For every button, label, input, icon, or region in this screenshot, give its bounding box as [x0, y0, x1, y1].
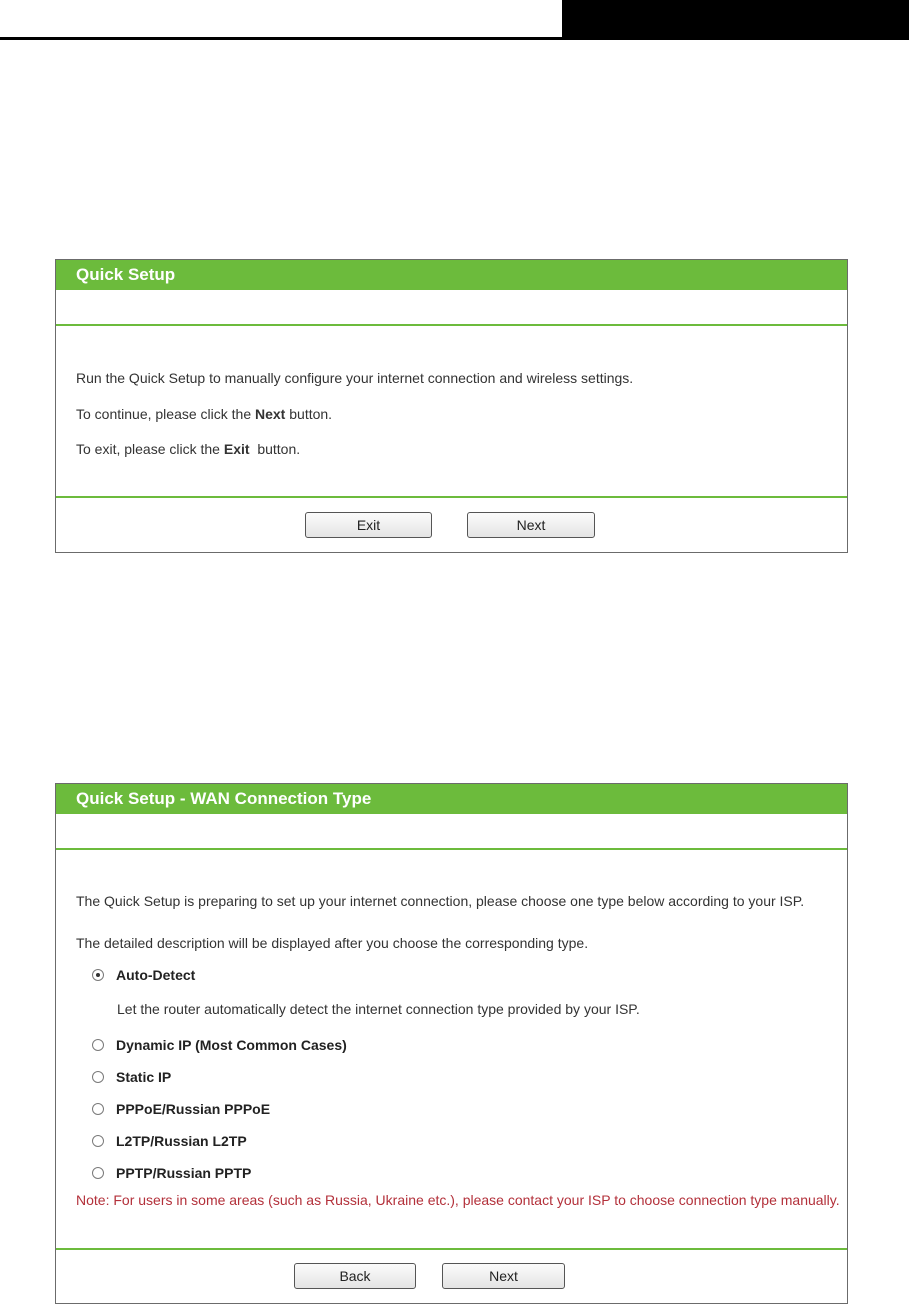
option-label: PPPoE/Russian PPPoE [116, 1101, 271, 1117]
intro-text: The Quick Setup is preparing to set up your internet connection, please choose one type below according to your ISP. [76, 893, 805, 909]
option-l2tp[interactable] [92, 1131, 247, 1151]
auto-detect-description: Let the router automatically detect the internet connection type provided by your ISP. [117, 1001, 640, 1017]
option-label: Auto-Detect [116, 967, 196, 983]
next-button[interactable]: Next [442, 1263, 565, 1289]
panel-footer [56, 496, 847, 552]
radio-icon[interactable] [92, 1071, 104, 1083]
radio-icon[interactable] [92, 1103, 104, 1115]
option-label: L2TP/Russian L2TP [116, 1133, 247, 1149]
radio-selected-icon[interactable] [92, 969, 104, 981]
radio-icon[interactable] [92, 1039, 104, 1051]
detail-text: The detailed description will be displayed after you choose the corresponding type. [76, 935, 589, 951]
continue-text-pre: To continue, please click the [76, 406, 255, 422]
quick-setup-panel [55, 259, 848, 553]
header-rule [0, 37, 909, 40]
exit-text [76, 441, 300, 457]
continue-text [76, 406, 332, 422]
panel-footer [56, 1248, 847, 1303]
option-label: PPTP/Russian PPTP [116, 1165, 252, 1181]
radio-icon[interactable] [92, 1167, 104, 1179]
next-button[interactable]: Next [467, 512, 595, 538]
panel-divider [56, 814, 847, 850]
radio-icon[interactable] [92, 1135, 104, 1147]
exit-text-bold: Exit [223, 441, 250, 457]
panel-title: Quick Setup - WAN Connection Type [56, 784, 847, 814]
back-button[interactable]: Back [294, 1263, 416, 1289]
continue-text-bold: Next [255, 406, 286, 422]
note-text: Note: For users in some areas (such as Russia, Ukraine etc.), please contact your ISP to choose connection type manually. [76, 1192, 840, 1208]
header-box [562, 0, 909, 37]
wan-connection-type-panel [55, 783, 848, 1304]
continue-text-post: button. [285, 406, 333, 422]
option-static-ip[interactable] [92, 1067, 171, 1087]
exit-text-post: button. [249, 441, 301, 457]
option-dynamic-ip[interactable] [92, 1035, 347, 1055]
intro-text: Run the Quick Setup to manually configure your internet connection and wireless settings. [76, 370, 634, 386]
exit-button[interactable]: Exit [305, 512, 432, 538]
option-auto-detect[interactable] [92, 965, 195, 985]
panel-title: Quick Setup [56, 260, 847, 290]
option-label: Dynamic IP (Most Common Cases) [116, 1037, 347, 1053]
option-label: Static IP [116, 1069, 172, 1085]
panel-divider [56, 290, 847, 326]
option-pptp[interactable] [92, 1163, 251, 1183]
exit-text-pre: To exit, please click the [76, 441, 224, 457]
option-pppoe[interactable] [92, 1099, 270, 1119]
